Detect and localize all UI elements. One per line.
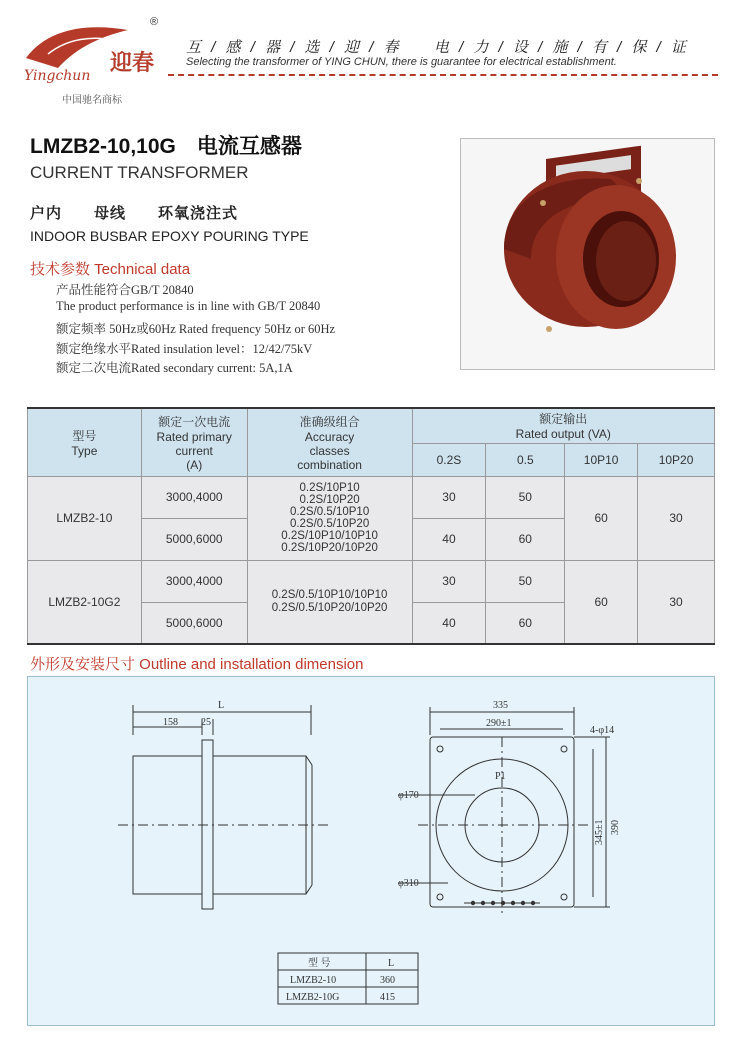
registered-mark: ® — [150, 16, 159, 28]
model-cell: LMZB2-10G2 — [28, 560, 142, 644]
dim-290: 290±1 — [486, 718, 512, 729]
value-cell: 60 — [565, 560, 638, 644]
value-cell: 40 — [412, 602, 486, 644]
spec-line: The product performance is in line with GB/T 20840 — [56, 299, 321, 313]
header-model: 型号 Type — [28, 408, 142, 476]
header-divider — [168, 74, 718, 76]
dim-L: L — [218, 700, 225, 711]
header-accuracy: 准确级组合 Accuracy classes combination — [247, 408, 412, 476]
value-cell: 60 — [486, 518, 565, 560]
dim-25: 25 — [201, 717, 211, 728]
value-cell: 30 — [412, 560, 486, 602]
model-cell: LMZB2-10 — [28, 476, 142, 560]
spec-line: 产品性能符合GB/T 20840 — [56, 283, 194, 297]
accuracy-cell: 0.2S/0.5/10P10/10P10 0.2S/0.5/10P20/10P20 — [247, 560, 412, 644]
product-photo — [460, 138, 715, 370]
header-current: 额定一次电流 Rated primary current (A) — [141, 408, 247, 476]
logo-cn: 迎春 — [110, 51, 155, 76]
type-cn: 户内 母线 环氧浇注式 — [30, 204, 239, 222]
table-row — [28, 476, 715, 518]
dim-table-model: LMZB2-10G — [286, 992, 340, 1003]
dim-345: 345±1 — [594, 819, 605, 845]
type-en: INDOOR BUSBAR EPOXY POURING TYPE — [30, 228, 309, 244]
value-cell: 60 — [486, 602, 565, 644]
dim-table-header-L: L — [388, 958, 395, 969]
header-output: 额定输出 Rated output (VA) — [412, 408, 714, 443]
value-cell: 30 — [638, 476, 715, 560]
dim-390: 390 — [610, 820, 621, 835]
logo-script: Yingchun — [24, 68, 91, 84]
dim-158: 158 — [163, 717, 178, 728]
accuracy-cell: 0.2S/10P10 0.2S/10P20 0.2S/0.5/10P10 0.2S/0.5/10P20 0.2S/10P10/10P10 0.2S/10P20/10P20 — [247, 476, 412, 560]
product-title: LMZB2-10,10G 电流互感器 — [30, 135, 302, 158]
brand-note: 中国驰名商标 — [62, 95, 122, 106]
product-subtitle: CURRENT TRANSFORMER — [30, 163, 249, 182]
value-cell: 50 — [486, 476, 565, 518]
dimension-drawing — [27, 676, 715, 1026]
dim-table-header-model: 型 号 — [308, 958, 331, 969]
value-cell: 50 — [486, 560, 565, 602]
p1-label: P1 — [495, 771, 506, 782]
dim-335: 335 — [493, 700, 508, 711]
brand-logo — [18, 18, 163, 90]
side-view — [118, 705, 328, 909]
dim-table-L: 360 — [380, 975, 395, 986]
dim-table-model: LMZB2-10 — [290, 975, 337, 986]
spec-table — [27, 407, 715, 645]
table-row — [28, 560, 715, 602]
slogan-en: Selecting the transformer of YING CHUN, there is guarantee for electrical establishment. — [186, 56, 617, 68]
value-cell: 30 — [638, 560, 715, 644]
dim-phi170: φ170 — [398, 790, 419, 801]
header-0.2s: 0.2S — [412, 443, 486, 476]
value-cell: 40 — [412, 518, 486, 560]
outline-heading: 外形及安装尺寸 Outline and installation dimension — [30, 656, 364, 673]
spec-line: 额定频率 50Hz或60Hz Rated frequency 50Hz or 60Hz — [56, 322, 336, 336]
spec-line: 额定二次电流Rated secondary current: 5A,1A — [56, 361, 293, 375]
value-cell: 60 — [565, 476, 638, 560]
technical-heading: 技术参数 Technical data — [30, 261, 191, 278]
current-cell: 5000,6000 — [141, 602, 247, 644]
dim-holes: 4-φ14 — [590, 725, 615, 736]
front-view — [398, 707, 610, 917]
header-10p10: 10P10 — [565, 443, 638, 476]
current-cell: 5000,6000 — [141, 518, 247, 560]
header-0.5: 0.5 — [486, 443, 565, 476]
current-cell: 3000,4000 — [141, 476, 247, 518]
current-cell: 3000,4000 — [141, 560, 247, 602]
value-cell: 30 — [412, 476, 486, 518]
header-10p20: 10P20 — [638, 443, 715, 476]
dim-phi310: φ310 — [398, 878, 419, 889]
dim-table-L: 415 — [380, 992, 395, 1003]
spec-line: 额定绝缘水平Rated insulation level：12/42/75kV — [56, 342, 313, 356]
slogan-cn: 互 / 感 / 器 / 选 / 迎 / 春 电 / 力 / 设 / 施 / 有 / 保 / 证 — [186, 39, 689, 56]
